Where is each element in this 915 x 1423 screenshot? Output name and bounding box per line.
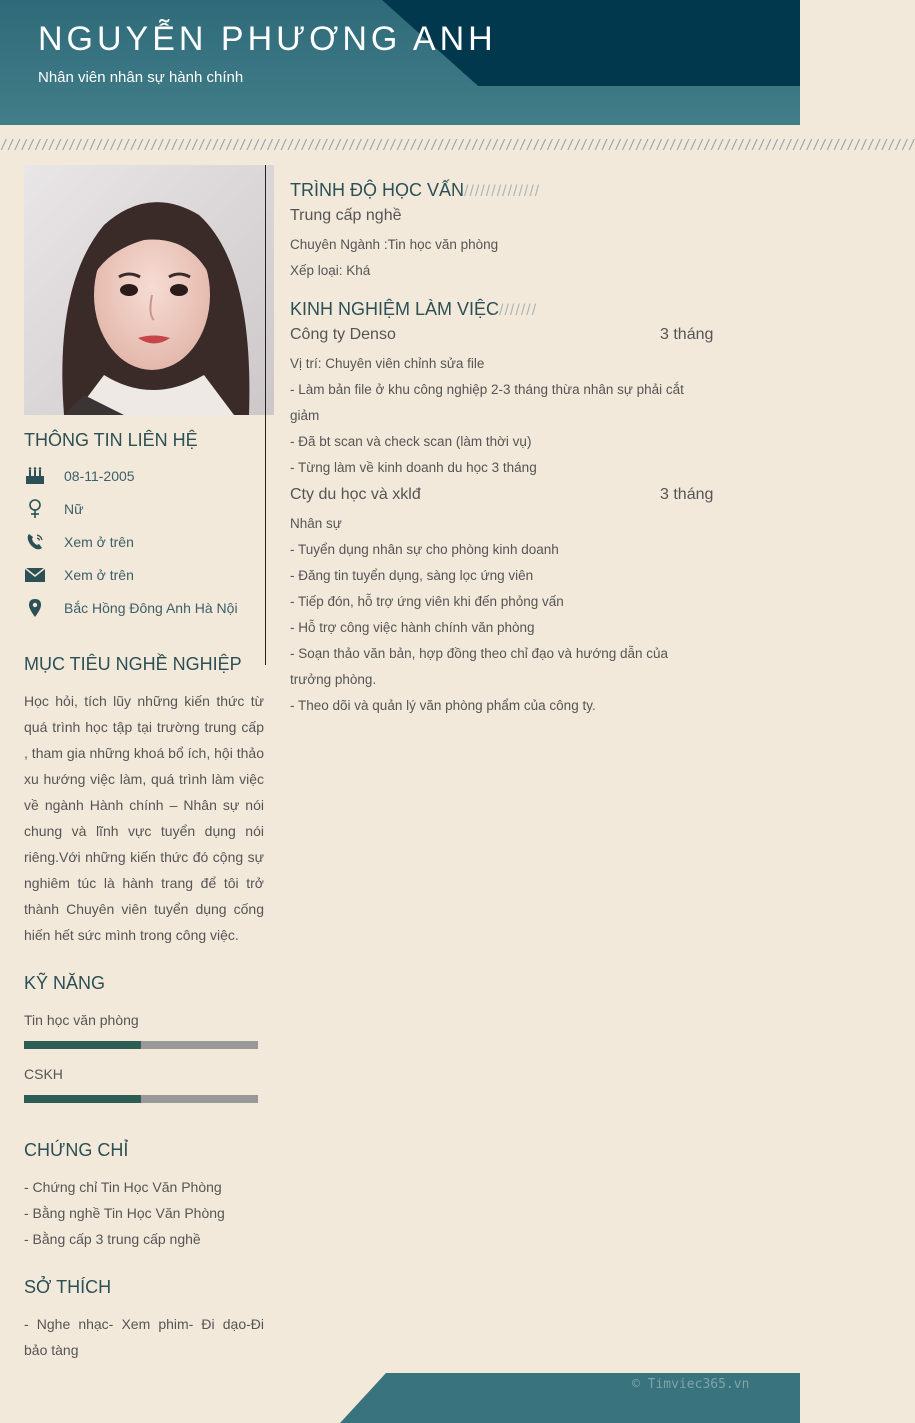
skill-level-bar	[24, 1095, 258, 1103]
job-description-line: - Làm bản file ở khu công nghiệp 2-3 tháng thừa nhân sự phải cắt giảm	[290, 382, 684, 423]
job-description-line: - Tiếp đón, hỗ trợ ứng viên khi đến phỏng vấn	[290, 594, 564, 609]
skill-name: CSKH	[24, 1066, 63, 1082]
education-school: Trung cấp nghề	[290, 207, 402, 224]
location-pin-icon	[24, 598, 46, 618]
contact-address	[24, 597, 238, 619]
education-title-text: TRÌNH ĐỘ HỌC VẤN	[290, 180, 465, 200]
skills-section-title: KỸ NĂNG	[24, 973, 106, 993]
job-description-line: - Đăng tin tuyển dụng, sàng lọc ứng viên	[290, 568, 534, 583]
contact-phone	[24, 531, 134, 553]
envelope-icon	[24, 565, 46, 585]
skill-level-bar	[24, 1041, 258, 1049]
job-description-line: - Hỗ trợ công việc hành chính văn phòng	[290, 620, 535, 635]
job-role: Vị trí: Chuyên viên chỉnh sửa file	[290, 356, 485, 371]
job-role: Nhân sự	[290, 516, 342, 531]
certificate-item: - Bằng nghề Tin Học Văn Phòng	[24, 1205, 225, 1221]
candidate-name: NGUYỄN PHƯƠNG ANH	[38, 20, 497, 58]
hobbies-text: - Nghe nhạc- Xem phim- Đi dạo-Đi bảo tàng	[24, 1316, 264, 1358]
job-description-line: - Tuyển dụng nhân sự cho phòng kinh doanh	[290, 542, 559, 557]
education-title-slashes: //////////////	[464, 183, 541, 200]
birthday-value: 08-11-2005	[64, 468, 135, 484]
contact-birthday	[24, 465, 135, 487]
education-grade: Xếp loại: Khá	[290, 263, 371, 278]
experience-section-title	[290, 299, 537, 320]
decorative-slash-band: //////////////////////////////////////////////////////////////////////////////////////////////////////////////////////////////////////	[0, 138, 915, 153]
job-company: Công ty Denso	[290, 326, 396, 343]
phone-value: Xem ở trên	[64, 534, 134, 550]
job-description-line: - Từng làm về kinh doanh du học 3 tháng	[290, 460, 537, 475]
job-description-line: - Đã bt scan và check scan (làm thời vụ)	[290, 434, 532, 449]
skill-level-fill	[24, 1095, 141, 1103]
contact-email	[24, 564, 134, 586]
job-duration: 3 tháng	[660, 326, 714, 343]
phone-icon	[24, 532, 46, 552]
contact-gender	[24, 498, 83, 520]
watermark: © Timviec365.vn	[632, 1377, 750, 1392]
birthday-cake-icon	[24, 466, 46, 486]
hobbies-section-title: SỞ THÍCH	[24, 1277, 112, 1297]
skill-name: Tin học văn phòng	[24, 1012, 139, 1028]
column-divider	[265, 165, 266, 665]
job-company: Cty du học và xklđ	[290, 486, 421, 503]
education-section-title	[290, 180, 540, 201]
job-description-line: - Soạn thảo văn bản, hợp đồng theo chỉ đạo và hướng dẫn của trưởng phòng.	[290, 646, 669, 687]
job-duration: 3 tháng	[660, 486, 714, 503]
certificates-section-title: CHỨNG CHỈ	[24, 1140, 129, 1160]
candidate-job-title: Nhân viên nhân sự hành chính	[38, 69, 244, 86]
email-value: Xem ở trên	[64, 567, 134, 583]
female-icon	[24, 499, 46, 519]
profile-photo	[24, 165, 274, 415]
skill-level-fill	[24, 1041, 141, 1049]
objective-section-title: MỤC TIÊU NGHỀ NGHIỆP	[24, 654, 242, 674]
objective-text: Học hỏi, tích lũy những kiến thức từ quá trình học tập tại trường trung cấp , tham gia những khoá bổ ích, hội thảo xu hướng việc làm, quá trình làm việc về ngành Hành chính – Nhân sự nói chung và lĩnh vực tuyển dụng nói riêng.Với những kiến thức đó cộng sự nghiêm túc là hành trang để tôi trở thành Chuyên viên tuyển dụng cống hiến hết sức mình trong công việc.	[24, 693, 264, 943]
certificate-item: - Chứng chỉ Tin Học Văn Phòng	[24, 1179, 222, 1195]
header-banner	[0, 0, 800, 125]
contact-section-title: THÔNG TIN LIÊN HỆ	[24, 430, 198, 450]
experience-title-slashes: ///////	[499, 302, 538, 319]
address-value: Bắc Hồng Đông Anh Hà Nội	[64, 600, 238, 616]
job-description-line: - Theo dõi và quản lý văn phòng phẩm của công ty.	[290, 698, 596, 713]
certificate-item: - Bằng cấp 3 trung cấp nghề	[24, 1231, 201, 1247]
education-major: Chuyên Ngành :Tin học văn phòng	[290, 237, 499, 252]
experience-title-text: KINH NGHIỆM LÀM VIỆC	[290, 299, 500, 319]
gender-value: Nữ	[64, 501, 84, 517]
